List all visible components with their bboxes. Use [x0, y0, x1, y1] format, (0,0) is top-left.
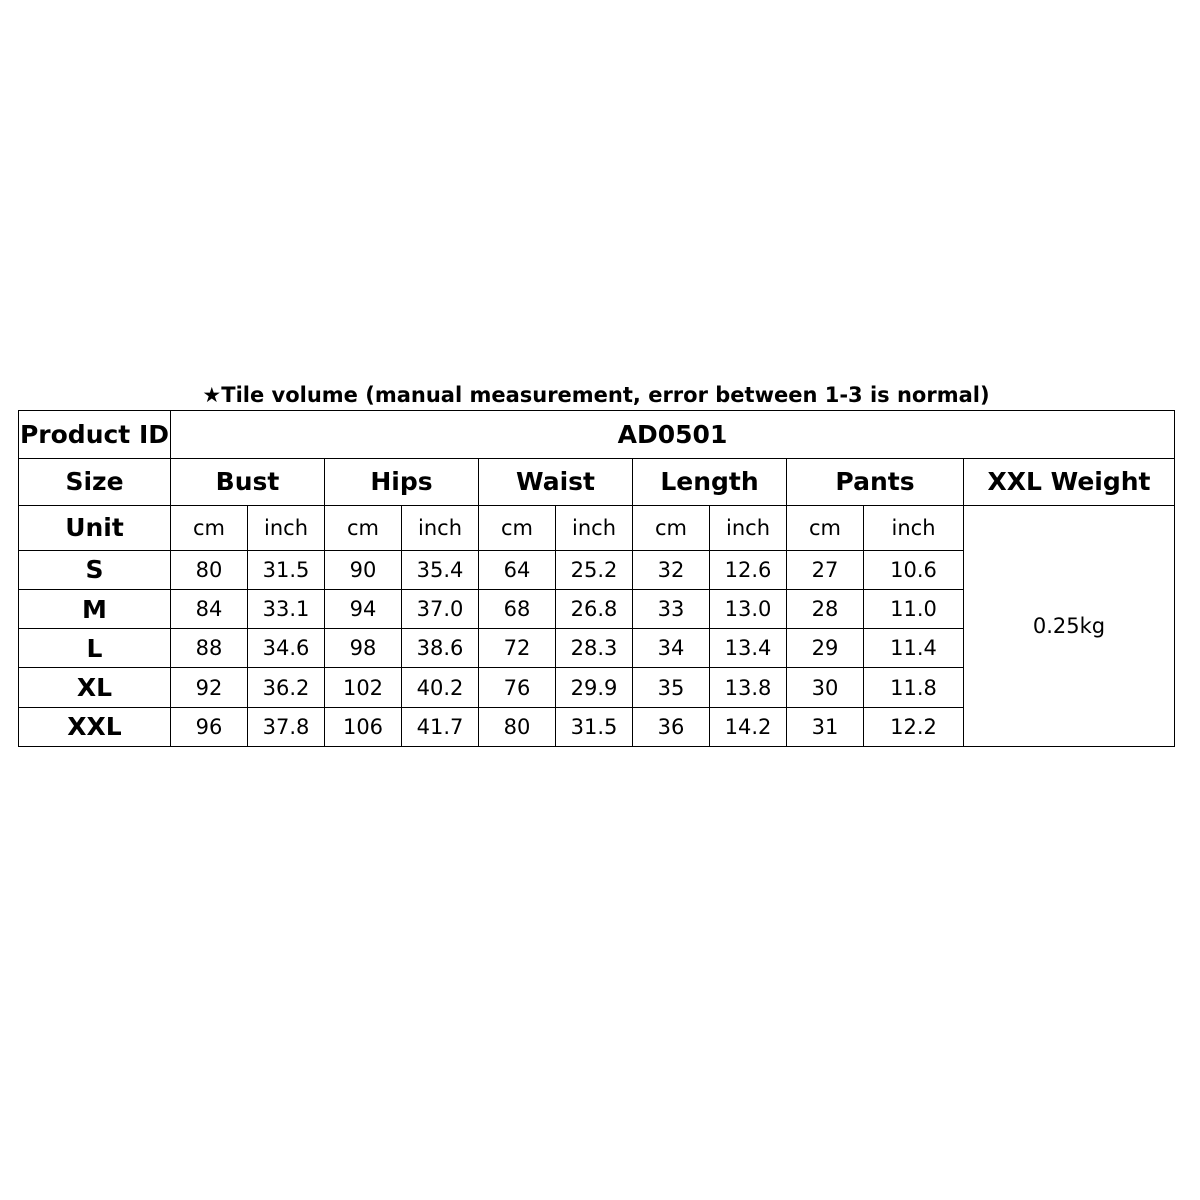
length-cm-cell: 34 [633, 629, 710, 668]
length-inch-cell: 13.0 [710, 590, 787, 629]
pants-cm-cell: 27 [787, 550, 864, 589]
pants-inch-cell: 11.0 [864, 590, 964, 629]
waist-cm-cell: 64 [479, 550, 556, 589]
size-cell: S [19, 550, 171, 589]
unit-label: Unit [19, 505, 171, 550]
length-cm-cell: 35 [633, 668, 710, 707]
waist-cm-cell: 80 [479, 707, 556, 746]
unit-cm: cm [633, 505, 710, 550]
bust-inch-cell: 37.8 [248, 707, 325, 746]
length-cm-cell: 33 [633, 590, 710, 629]
pants-cm-cell: 29 [787, 629, 864, 668]
bust-inch-cell: 33.1 [248, 590, 325, 629]
bust-cm-cell: 96 [171, 707, 248, 746]
waist-inch-cell: 29.9 [556, 668, 633, 707]
hips-inch-cell: 40.2 [402, 668, 479, 707]
unit-cm: cm [325, 505, 402, 550]
pants-inch-cell: 10.6 [864, 550, 964, 589]
size-label: Size [19, 459, 171, 505]
pants-cm-cell: 30 [787, 668, 864, 707]
hips-inch-cell: 38.6 [402, 629, 479, 668]
hips-cm-cell: 94 [325, 590, 402, 629]
waist-inch-cell: 26.8 [556, 590, 633, 629]
pants-cm-cell: 28 [787, 590, 864, 629]
hips-cm-cell: 102 [325, 668, 402, 707]
product-id-value: AD0501 [171, 411, 1175, 459]
bust-cm-cell: 80 [171, 550, 248, 589]
hips-inch-cell: 41.7 [402, 707, 479, 746]
bust-inch-cell: 34.6 [248, 629, 325, 668]
length-cm-cell: 32 [633, 550, 710, 589]
pants-cm-cell: 31 [787, 707, 864, 746]
waist-inch-cell: 31.5 [556, 707, 633, 746]
hips-cm-cell: 90 [325, 550, 402, 589]
length-inch-cell: 13.4 [710, 629, 787, 668]
pants-inch-cell: 11.4 [864, 629, 964, 668]
size-cell: XXL [19, 707, 171, 746]
product-id-label: Product ID [19, 411, 171, 459]
length-inch-cell: 13.8 [710, 668, 787, 707]
hips-cm-cell: 106 [325, 707, 402, 746]
size-cell: M [19, 590, 171, 629]
header-waist: Waist [479, 459, 633, 505]
measurement-header-row [19, 459, 1175, 505]
xxl-weight-value: 0.25kg [964, 505, 1175, 746]
product-id-row [19, 411, 1175, 459]
header-bust: Bust [171, 459, 325, 505]
unit-inch: inch [248, 505, 325, 550]
bust-cm-cell: 88 [171, 629, 248, 668]
waist-cm-cell: 76 [479, 668, 556, 707]
unit-inch: inch [556, 505, 633, 550]
unit-inch: inch [864, 505, 964, 550]
bust-inch-cell: 36.2 [248, 668, 325, 707]
table-caption: ★Tile volume (manual measurement, error between 1-3 is normal) [202, 383, 990, 407]
size-chart-table [18, 410, 1175, 747]
unit-inch: inch [402, 505, 479, 550]
size-cell: L [19, 629, 171, 668]
unit-cm: cm [787, 505, 864, 550]
pants-inch-cell: 11.8 [864, 668, 964, 707]
unit-row [19, 505, 1175, 550]
header-xxl-weight: XXL Weight [964, 459, 1175, 505]
unit-inch: inch [710, 505, 787, 550]
bust-inch-cell: 31.5 [248, 550, 325, 589]
size-cell: XL [19, 668, 171, 707]
unit-cm: cm [171, 505, 248, 550]
length-inch-cell: 12.6 [710, 550, 787, 589]
bust-cm-cell: 92 [171, 668, 248, 707]
hips-cm-cell: 98 [325, 629, 402, 668]
bust-cm-cell: 84 [171, 590, 248, 629]
hips-inch-cell: 37.0 [402, 590, 479, 629]
waist-inch-cell: 25.2 [556, 550, 633, 589]
header-hips: Hips [325, 459, 479, 505]
length-inch-cell: 14.2 [710, 707, 787, 746]
waist-cm-cell: 68 [479, 590, 556, 629]
length-cm-cell: 36 [633, 707, 710, 746]
hips-inch-cell: 35.4 [402, 550, 479, 589]
waist-inch-cell: 28.3 [556, 629, 633, 668]
unit-cm: cm [479, 505, 556, 550]
header-length: Length [633, 459, 787, 505]
pants-inch-cell: 12.2 [864, 707, 964, 746]
waist-cm-cell: 72 [479, 629, 556, 668]
header-pants: Pants [787, 459, 964, 505]
